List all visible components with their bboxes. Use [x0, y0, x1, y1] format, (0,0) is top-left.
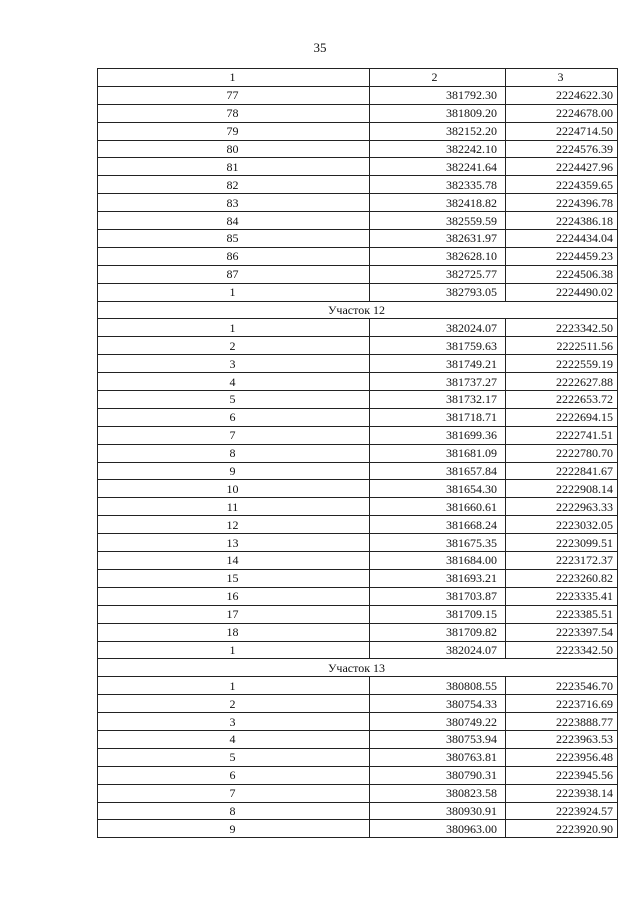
table-row: [98, 212, 618, 230]
y-coordinate-cell: 2224434.04: [506, 230, 618, 248]
x-coordinate-cell: 381749.21: [370, 355, 506, 373]
table-row: [98, 247, 618, 265]
y-coordinate-cell: 2223716.69: [506, 695, 618, 713]
y-coordinate-cell: 2223099.51: [506, 534, 618, 552]
table-row: [98, 820, 618, 838]
y-coordinate-cell: 2223385.51: [506, 605, 618, 623]
y-coordinate-cell: 2223963.53: [506, 730, 618, 748]
y-coordinate-cell: 2223260.82: [506, 569, 618, 587]
table-row: [98, 104, 618, 122]
point-number-cell: 1: [98, 319, 370, 337]
table-row: [98, 283, 618, 301]
y-coordinate-cell: 2223924.57: [506, 802, 618, 820]
point-number-cell: 1: [98, 283, 370, 301]
x-coordinate-cell: 381657.84: [370, 462, 506, 480]
point-number-cell: 11: [98, 498, 370, 516]
x-coordinate-cell: 381693.21: [370, 569, 506, 587]
coordinates-table: [97, 68, 618, 838]
y-coordinate-cell: 2223945.56: [506, 766, 618, 784]
page-number: 35: [313, 40, 327, 55]
table-row: [98, 641, 618, 659]
table-row: [98, 158, 618, 176]
point-number-cell: 1: [98, 677, 370, 695]
x-coordinate-cell: 381654.30: [370, 480, 506, 498]
table-row: [98, 337, 618, 355]
y-coordinate-cell: 2223342.50: [506, 319, 618, 337]
table-row: [98, 426, 618, 444]
x-coordinate-cell: 382418.82: [370, 194, 506, 212]
table-row: [98, 713, 618, 731]
y-coordinate-cell: 2224396.78: [506, 194, 618, 212]
x-coordinate-cell: 382628.10: [370, 247, 506, 265]
x-coordinate-cell: 382631.97: [370, 230, 506, 248]
y-coordinate-cell: 2223172.37: [506, 552, 618, 570]
x-coordinate-cell: 381703.87: [370, 587, 506, 605]
y-coordinate-cell: 2222963.33: [506, 498, 618, 516]
x-coordinate-cell: 381732.17: [370, 391, 506, 409]
table-row: [98, 462, 618, 480]
y-coordinate-cell: 2222741.51: [506, 426, 618, 444]
x-coordinate-cell: 382335.78: [370, 176, 506, 194]
point-number-cell: 1: [98, 641, 370, 659]
point-number-cell: 9: [98, 462, 370, 480]
point-number-cell: 18: [98, 623, 370, 641]
section-row: [98, 301, 618, 319]
header-cell: 1: [98, 69, 370, 87]
x-coordinate-cell: 382024.07: [370, 319, 506, 337]
x-coordinate-cell: 382559.59: [370, 212, 506, 230]
y-coordinate-cell: 2222559.19: [506, 355, 618, 373]
x-coordinate-cell: 381699.36: [370, 426, 506, 444]
point-number-cell: 86: [98, 247, 370, 265]
point-number-cell: 3: [98, 713, 370, 731]
x-coordinate-cell: 382152.20: [370, 122, 506, 140]
y-coordinate-cell: 2223397.54: [506, 623, 618, 641]
table-row: [98, 730, 618, 748]
table-row: [98, 230, 618, 248]
y-coordinate-cell: 2222841.67: [506, 462, 618, 480]
y-coordinate-cell: 2224506.38: [506, 265, 618, 283]
y-coordinate-cell: 2223546.70: [506, 677, 618, 695]
x-coordinate-cell: 381681.09: [370, 444, 506, 462]
point-number-cell: 16: [98, 587, 370, 605]
x-coordinate-cell: 381709.82: [370, 623, 506, 641]
point-number-cell: 5: [98, 748, 370, 766]
x-coordinate-cell: 380823.58: [370, 784, 506, 802]
y-coordinate-cell: 2223032.05: [506, 516, 618, 534]
table-row: [98, 784, 618, 802]
table-row: [98, 534, 618, 552]
table-row: [98, 373, 618, 391]
header-cell: 3: [506, 69, 618, 87]
y-coordinate-cell: 2222908.14: [506, 480, 618, 498]
point-number-cell: 4: [98, 373, 370, 391]
y-coordinate-cell: 2223920.90: [506, 820, 618, 838]
x-coordinate-cell: 382024.07: [370, 641, 506, 659]
point-number-cell: 13: [98, 534, 370, 552]
point-number-cell: 2: [98, 337, 370, 355]
y-coordinate-cell: 2224576.39: [506, 140, 618, 158]
x-coordinate-cell: 380790.31: [370, 766, 506, 784]
y-coordinate-cell: 2224459.23: [506, 247, 618, 265]
x-coordinate-cell: 381718.71: [370, 408, 506, 426]
point-number-cell: 85: [98, 230, 370, 248]
y-coordinate-cell: 2223956.48: [506, 748, 618, 766]
y-coordinate-cell: 2222780.70: [506, 444, 618, 462]
table-row: [98, 766, 618, 784]
point-number-cell: 80: [98, 140, 370, 158]
y-coordinate-cell: 2222511.56: [506, 337, 618, 355]
point-number-cell: 81: [98, 158, 370, 176]
table-row: [98, 623, 618, 641]
x-coordinate-cell: 380930.91: [370, 802, 506, 820]
table-row: [98, 408, 618, 426]
point-number-cell: 7: [98, 426, 370, 444]
table-row: [98, 176, 618, 194]
x-coordinate-cell: 381684.00: [370, 552, 506, 570]
y-coordinate-cell: 2222694.15: [506, 408, 618, 426]
table-row: [98, 677, 618, 695]
y-coordinate-cell: 2224427.96: [506, 158, 618, 176]
point-number-cell: 2: [98, 695, 370, 713]
table-row: [98, 587, 618, 605]
table-row: [98, 802, 618, 820]
x-coordinate-cell: 381660.61: [370, 498, 506, 516]
x-coordinate-cell: 381668.24: [370, 516, 506, 534]
table-row: [98, 605, 618, 623]
y-coordinate-cell: 2223888.77: [506, 713, 618, 731]
section-row: [98, 659, 618, 677]
table-row: [98, 86, 618, 104]
x-coordinate-cell: 380753.94: [370, 730, 506, 748]
x-coordinate-cell: 380754.33: [370, 695, 506, 713]
table-row: [98, 444, 618, 462]
y-coordinate-cell: 2223938.14: [506, 784, 618, 802]
point-number-cell: 4: [98, 730, 370, 748]
table-row: [98, 569, 618, 587]
y-coordinate-cell: 2224490.02: [506, 283, 618, 301]
point-number-cell: 78: [98, 104, 370, 122]
x-coordinate-cell: 382241.64: [370, 158, 506, 176]
x-coordinate-cell: 381675.35: [370, 534, 506, 552]
table-row: [98, 480, 618, 498]
table-row: [98, 194, 618, 212]
table-row: [98, 355, 618, 373]
x-coordinate-cell: 380749.22: [370, 713, 506, 731]
header-cell: 2: [370, 69, 506, 87]
point-number-cell: 83: [98, 194, 370, 212]
point-number-cell: 87: [98, 265, 370, 283]
point-number-cell: 15: [98, 569, 370, 587]
y-coordinate-cell: 2223342.50: [506, 641, 618, 659]
point-number-cell: 7: [98, 784, 370, 802]
y-coordinate-cell: 2222653.72: [506, 391, 618, 409]
point-number-cell: 6: [98, 408, 370, 426]
point-number-cell: 5: [98, 391, 370, 409]
table-row: [98, 122, 618, 140]
x-coordinate-cell: 380963.00: [370, 820, 506, 838]
y-coordinate-cell: 2224359.65: [506, 176, 618, 194]
y-coordinate-cell: 2222627.88: [506, 373, 618, 391]
point-number-cell: 17: [98, 605, 370, 623]
table-header-row: [98, 69, 618, 87]
section-title: Участок 13: [98, 659, 618, 677]
point-number-cell: 82: [98, 176, 370, 194]
y-coordinate-cell: 2224714.50: [506, 122, 618, 140]
point-number-cell: 84: [98, 212, 370, 230]
table-row: [98, 265, 618, 283]
x-coordinate-cell: 381737.27: [370, 373, 506, 391]
y-coordinate-cell: 2224386.18: [506, 212, 618, 230]
table-row: [98, 498, 618, 516]
x-coordinate-cell: 382242.10: [370, 140, 506, 158]
y-coordinate-cell: 2224622.30: [506, 86, 618, 104]
x-coordinate-cell: 381759.63: [370, 337, 506, 355]
point-number-cell: 8: [98, 444, 370, 462]
table-row: [98, 391, 618, 409]
table-row: [98, 552, 618, 570]
x-coordinate-cell: 380763.81: [370, 748, 506, 766]
table-row: [98, 695, 618, 713]
point-number-cell: 14: [98, 552, 370, 570]
point-number-cell: 10: [98, 480, 370, 498]
point-number-cell: 77: [98, 86, 370, 104]
point-number-cell: 9: [98, 820, 370, 838]
table-row: [98, 319, 618, 337]
table-row: [98, 140, 618, 158]
x-coordinate-cell: 380808.55: [370, 677, 506, 695]
section-title: Участок 12: [98, 301, 618, 319]
x-coordinate-cell: 382725.77: [370, 265, 506, 283]
x-coordinate-cell: 381809.20: [370, 104, 506, 122]
point-number-cell: 3: [98, 355, 370, 373]
table-row: [98, 748, 618, 766]
x-coordinate-cell: 382793.05: [370, 283, 506, 301]
y-coordinate-cell: 2224678.00: [506, 104, 618, 122]
point-number-cell: 12: [98, 516, 370, 534]
point-number-cell: 8: [98, 802, 370, 820]
point-number-cell: 79: [98, 122, 370, 140]
x-coordinate-cell: 381792.30: [370, 86, 506, 104]
x-coordinate-cell: 381709.15: [370, 605, 506, 623]
y-coordinate-cell: 2223335.41: [506, 587, 618, 605]
table-row: [98, 516, 618, 534]
point-number-cell: 6: [98, 766, 370, 784]
